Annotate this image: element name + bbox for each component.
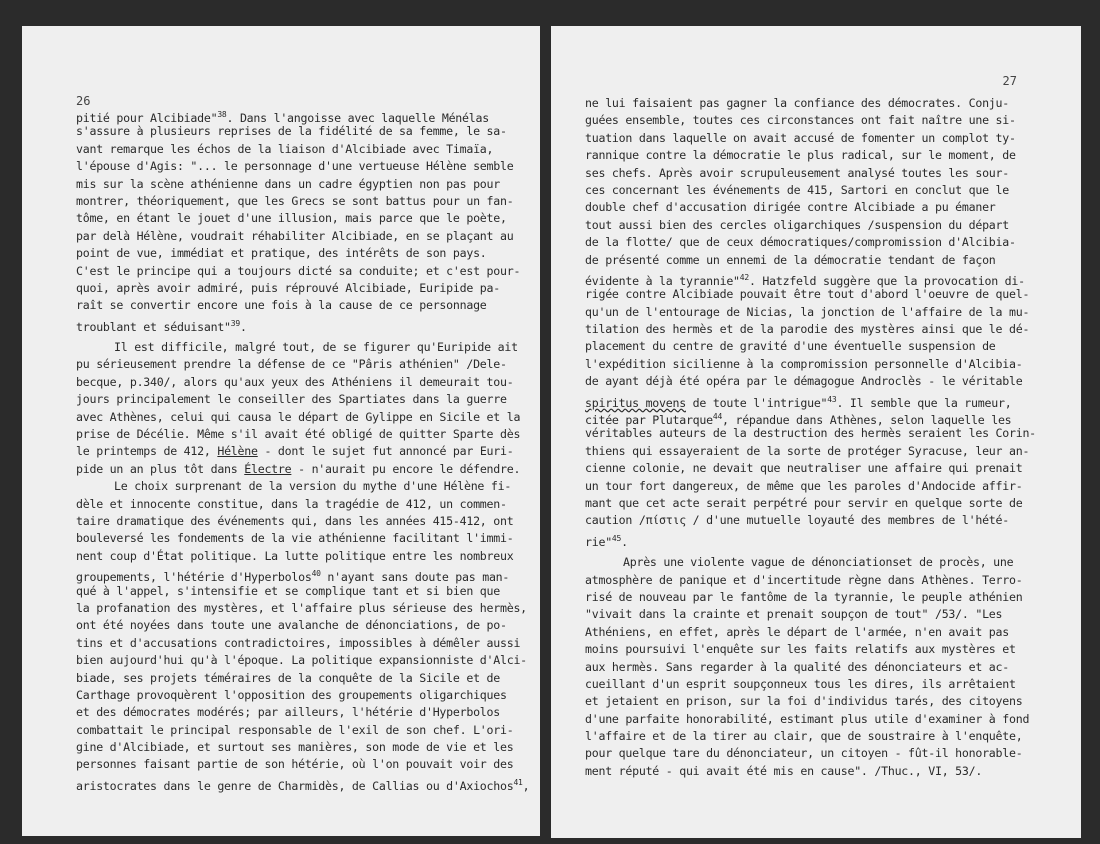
line-text: la profanation des mystères, et l'affaire plus sérieuse des hermès,	[76, 600, 527, 615]
text-line	[76, 245, 529, 262]
footnote-ref: 38	[217, 110, 227, 119]
text-line	[585, 659, 1036, 676]
line-text: bien aujourd'hui qu'à l'époque. La politique expansionniste d'Alci-	[76, 653, 527, 668]
line-text: de la flotte/ que de ceux démocratiques/compromission d'Alcibia-	[585, 235, 1016, 250]
line-text: l'affaire et de la tirer au clair, que de soustraire à l'enquête,	[585, 729, 1023, 744]
footnote-ref: 45	[611, 533, 622, 543]
line-text: aux hermès. Sans regarder à la qualité des dénonciateurs et ac-	[585, 659, 1009, 674]
text-line	[76, 756, 529, 773]
text-line	[76, 123, 529, 140]
text-line	[585, 606, 1036, 623]
text-line	[76, 106, 529, 123]
text-line	[76, 193, 529, 210]
line-text: atmosphère de panique et d'incertitude règne dans Athènes. Terro-	[585, 572, 1023, 587]
underlined-phrase: spiritus movens	[585, 395, 686, 410]
page-number: 26	[76, 94, 91, 108]
text-line	[76, 461, 529, 478]
text-line	[585, 745, 1036, 762]
line-text: ses chefs. Après avoir scrupuleusement analysé toutes les sour-	[585, 165, 1009, 180]
text-line	[76, 339, 529, 356]
line-text: Le choix surprenant de la version du mythe d'une Hélène fi-	[114, 479, 512, 494]
line-text: point de vue, immédiat et pratique, des intérêts de son pays.	[76, 246, 487, 261]
text-line	[76, 704, 529, 721]
line-text: - n'aurait pu encore le défendre.	[291, 461, 521, 476]
text-line	[76, 600, 529, 617]
text-line	[585, 763, 1036, 780]
line-text: risé de nouveau par le fantôme de la tyrannie, le peuple athénien	[585, 589, 1023, 604]
line-text: Athéniens, en effet, après le départ de l'armée, n'en avait pas	[585, 624, 1009, 639]
line-text: double chef d'accusation dirigée contre Alcibiade a pu émaner	[585, 200, 996, 215]
text-line	[76, 530, 529, 547]
line-text: tout aussi bien des cercles oligarchiques /suspension du départ	[585, 217, 1009, 232]
text-line	[76, 356, 529, 373]
text-line	[585, 443, 1036, 460]
line-text: guées ensemble, toutes ces circonstances ont fait naître une si-	[585, 113, 1016, 128]
text-line	[585, 182, 1036, 199]
line-text: tilation des hermès et de la parodie des mystères ainsi que le dé-	[585, 322, 1030, 337]
text-line	[585, 693, 1036, 710]
line-text: becque, p.340/, alors qu'aux yeux des Athéniens il demeurait tou-	[76, 374, 514, 389]
text-line	[76, 263, 529, 280]
text-line	[585, 676, 1036, 693]
text-line	[585, 530, 1036, 547]
line-text: .	[621, 534, 628, 549]
line-text: d'une parfaite honorabilité, estimant plus utile d'examiner à fond	[585, 711, 1030, 726]
line-text: caution /πίστις / d'une mutuelle loyauté des membres de l'hété-	[585, 513, 1009, 528]
text-line	[76, 158, 529, 175]
line-text: aristocrates dans le genre de Charmidès, de Callias ou d'Axiochos	[76, 778, 514, 793]
text-line	[76, 496, 529, 513]
line-text: vant remarque les échos de la liaison d'Alcibiade avec Timaïa,	[76, 141, 494, 156]
text-line	[76, 141, 529, 158]
line-text: . Hatzfeld suggère que la provocation di-	[748, 273, 1025, 288]
line-text: bouleversé les fondements de la vie athénienne facilitant l'immi-	[76, 531, 514, 546]
line-text: troublant et séduisant"	[76, 319, 231, 334]
line-text: l'épouse d'Agis: "... le personnage d'une vertueuse Hélène semble	[76, 159, 514, 174]
text-line	[585, 624, 1036, 641]
underlined-title: Électre	[244, 461, 292, 476]
line-text: Il est difficile, malgré tout, de se figurer qu'Euripide ait	[114, 340, 518, 355]
line-text: taire dramatique des événements qui, dans les années 415-412, ont	[76, 513, 514, 528]
line-text: pu sérieusement prendre la défense de ce "Pâris athénien" /Dele-	[76, 357, 507, 372]
text-line	[76, 513, 529, 530]
line-text: .	[239, 319, 247, 334]
text-line	[585, 321, 1036, 338]
text-line	[76, 687, 529, 704]
footnote-ref: 41	[513, 777, 523, 787]
left-page	[22, 26, 540, 836]
line-text: qué à l'appel, s'intensifie et se complique tant et si bien que	[76, 583, 500, 598]
line-text: de toute l'intrigue"	[685, 395, 828, 410]
page-number: 27	[1002, 74, 1017, 88]
text-line	[76, 391, 529, 408]
text-line	[76, 228, 529, 245]
footnote-ref: 39	[230, 318, 240, 328]
text-line	[585, 425, 1036, 442]
line-text: C'est le principe qui a toujours dicté sa conduite; et c'est pour-	[76, 263, 521, 278]
text-block	[76, 106, 529, 791]
text-line	[585, 356, 1036, 373]
text-line	[76, 409, 529, 426]
line-text: évidente à la tyrannie"	[585, 273, 740, 288]
text-line	[585, 554, 1036, 571]
line-text: rigée contre Alcibiade pouvait être tout d'abord l'oeuvre de quel-	[585, 287, 1030, 302]
text-line	[585, 478, 1036, 495]
text-line	[76, 548, 529, 565]
text-line	[585, 512, 1036, 529]
line-text: combattait le principal responsable de l'exil de son chef. L'ori-	[76, 722, 514, 737]
line-text: placement du centre de gravité d'une éventuelle suspension de	[585, 339, 996, 354]
text-line	[585, 572, 1036, 589]
text-line	[585, 338, 1036, 355]
line-text: prise de Décélie. Même s'il avait été obligé de quitter Sparte dès	[76, 427, 521, 442]
line-text: biade, ses projets téméraires de la conquête de la Sicile et de	[76, 670, 500, 685]
text-line	[76, 722, 529, 739]
text-line	[585, 495, 1036, 512]
text-block	[585, 95, 1036, 780]
line-text: citée par Plutarque	[585, 413, 713, 428]
line-text: tôme, en étant le jouet d'une illusion, mais parce que le poète,	[76, 211, 507, 226]
line-text: Après une violente vague de dénonciationset de procès, une	[623, 555, 1014, 570]
line-text: de ayant déjà été opéra par le démagogue Androclès - le véritable	[585, 374, 1023, 389]
text-line	[76, 280, 529, 297]
line-text: dèle et innocente constitue, dans la tragédie de 412, un commen-	[76, 496, 507, 511]
text-line	[76, 739, 529, 756]
line-text: moins poursuivi l'enquête sur les faits relatifs aux mystères et	[585, 642, 1016, 657]
footnote-ref: 44	[712, 412, 723, 422]
text-line	[585, 408, 1036, 428]
text-line	[76, 670, 529, 687]
text-line	[76, 315, 529, 332]
line-text: jours principalement le conseiller des Spartiates dans la guerre	[76, 392, 507, 407]
line-text: ,	[522, 778, 530, 793]
footnote-ref: 40	[311, 569, 321, 579]
line-text: nent coup d'État politique. La lutte politique entre les nombreux	[76, 548, 514, 563]
line-text: par delà Hélène, voudrait réhabiliter Alcibiade, en se plaçant au	[76, 228, 514, 243]
text-line	[585, 269, 1036, 286]
line-text: pitié pour Alcibiade"	[76, 111, 218, 125]
line-text: ne lui faisaient pas gagner la confiance des démocrates. Conju-	[585, 96, 1009, 110]
line-text: tins et d'accusations contradictoires, impossibles à démêler aussi	[76, 635, 521, 650]
line-text: quoi, après avoir admiré, puis réprouvé Alcibiade, Euripide pa-	[76, 280, 500, 295]
text-line	[585, 711, 1036, 728]
line-text: ont été noyées dans toute une avalanche de dénonciations, de po-	[76, 618, 507, 633]
line-text: qu'un de l'entourage de Nicias, la jonction de l'affaire de la mu-	[585, 304, 1030, 319]
text-line	[76, 635, 529, 652]
line-text: pour quelque tare du dénonciateur, un citoyen - fût-il honorable-	[585, 746, 1023, 761]
line-text: n'ayant sans doute pas man-	[320, 570, 510, 585]
text-line	[76, 617, 529, 634]
text-line	[585, 112, 1036, 129]
text-line	[585, 641, 1036, 658]
line-text: rie"	[585, 534, 612, 549]
text-line	[585, 165, 1036, 182]
line-text: rannique contre la démocratie le plus radical, sur le moment, de	[585, 148, 1016, 163]
line-text: s'assure à plusieurs reprises de la fidélité de sa femme, le sa-	[76, 124, 507, 139]
line-text: . Dans l'angoisse avec laquelle Ménélas	[226, 111, 489, 125]
line-text: gine d'Alcibiade, et surtout ses manières, son mode de vie et les	[76, 740, 514, 755]
line-text: personnes faisant partie de son hétérie, où l'on pouvait voir des	[76, 757, 514, 772]
text-line	[76, 426, 529, 443]
underlined-title: Hélène	[217, 444, 258, 459]
line-text: mis sur la scène athénienne dans un cadre égyptien non pas pour	[76, 176, 500, 191]
text-line	[76, 176, 529, 193]
text-line	[76, 583, 529, 600]
line-text: véritables auteurs de la destruction des hermès seraient les Corin-	[585, 426, 1036, 441]
line-text: Carthage provoquèrent l'opposition des groupements oligarchiques	[76, 687, 507, 702]
text-line	[585, 95, 1036, 112]
line-text: et jetaient en prison, sur la foi d'individus tarés, des citoyens	[585, 694, 1023, 709]
line-text: ces concernant les événements de 415, Sartori en conclut que le	[585, 182, 1009, 197]
text-line	[585, 391, 1036, 408]
text-line	[76, 652, 529, 669]
text-line	[76, 297, 529, 314]
text-line	[76, 565, 529, 585]
line-text: cienne colonie, ne devait que neutraliser une affaire qui prenait	[585, 461, 1023, 476]
text-line	[76, 210, 529, 227]
text-line	[76, 774, 529, 791]
text-line	[76, 374, 529, 391]
line-text: - dont le sujet fut annoncé par Euri-	[257, 444, 514, 459]
line-text: thiens qui essayeraient de la sorte de protéger Syracuse, leur an-	[585, 443, 1030, 458]
line-text: cueillant d'un esprit soupçonneux tous les dires, ils arrêtaient	[585, 676, 1016, 691]
line-text: pide un an plus tôt dans	[76, 461, 245, 476]
text-line	[585, 373, 1036, 390]
text-line	[585, 286, 1036, 303]
text-line	[585, 234, 1036, 251]
text-line	[76, 478, 529, 495]
text-line	[585, 130, 1036, 147]
line-text: tuation dans laquelle on avait accusé de fomenter un complot ty-	[585, 130, 1016, 145]
text-line	[585, 728, 1036, 745]
line-text: ment réputé - qui avait été mis en cause". /Thuc., VI, 53/.	[585, 763, 983, 778]
line-text: mant que cet acte serait perpétré pour servir en quelque sorte de	[585, 495, 1023, 510]
footnote-ref: 43	[827, 394, 837, 404]
text-line	[585, 217, 1036, 234]
line-text: raît se convertir encore une fois à la cause de ce personnage	[76, 298, 487, 313]
line-text: . Il semble que la rumeur,	[836, 395, 1012, 410]
text-line	[585, 199, 1036, 216]
line-text: le printemps de 412,	[76, 444, 218, 459]
text-line	[585, 460, 1036, 477]
line-text: montrer, théoriquement, que les Grecs se sont battus pour un fan-	[76, 193, 514, 208]
line-text: l'expédition sicilienne à la compromission personnelle d'Alcibia-	[585, 356, 1023, 371]
line-text: avec Athènes, celui qui causa le départ de Gylippe en Sicile et la	[76, 409, 521, 424]
line-text: "vivait dans la crainte et prenait soupçon de tout" /53/. "Les	[585, 607, 1003, 622]
line-text: groupements, l'hétérie d'Hyperbolos	[76, 570, 312, 585]
text-line	[585, 589, 1036, 606]
text-line	[585, 304, 1036, 321]
footnote-ref: 42	[739, 272, 749, 282]
text-line	[585, 252, 1036, 269]
text-line	[76, 443, 529, 460]
line-text: de présenté comme un ennemi de la démocratie tendant de façon	[585, 252, 996, 267]
line-text: un tour fort dangereux, de même que les paroles d'Andocide affir-	[585, 478, 1023, 493]
line-text: et des démocrates modérés; par ailleurs, l'hétérie d'Hyperbolos	[76, 705, 500, 720]
text-line	[585, 147, 1036, 164]
right-page	[551, 26, 1081, 838]
line-text: , répandue dans Athènes, selon laquelle les	[722, 413, 1012, 428]
